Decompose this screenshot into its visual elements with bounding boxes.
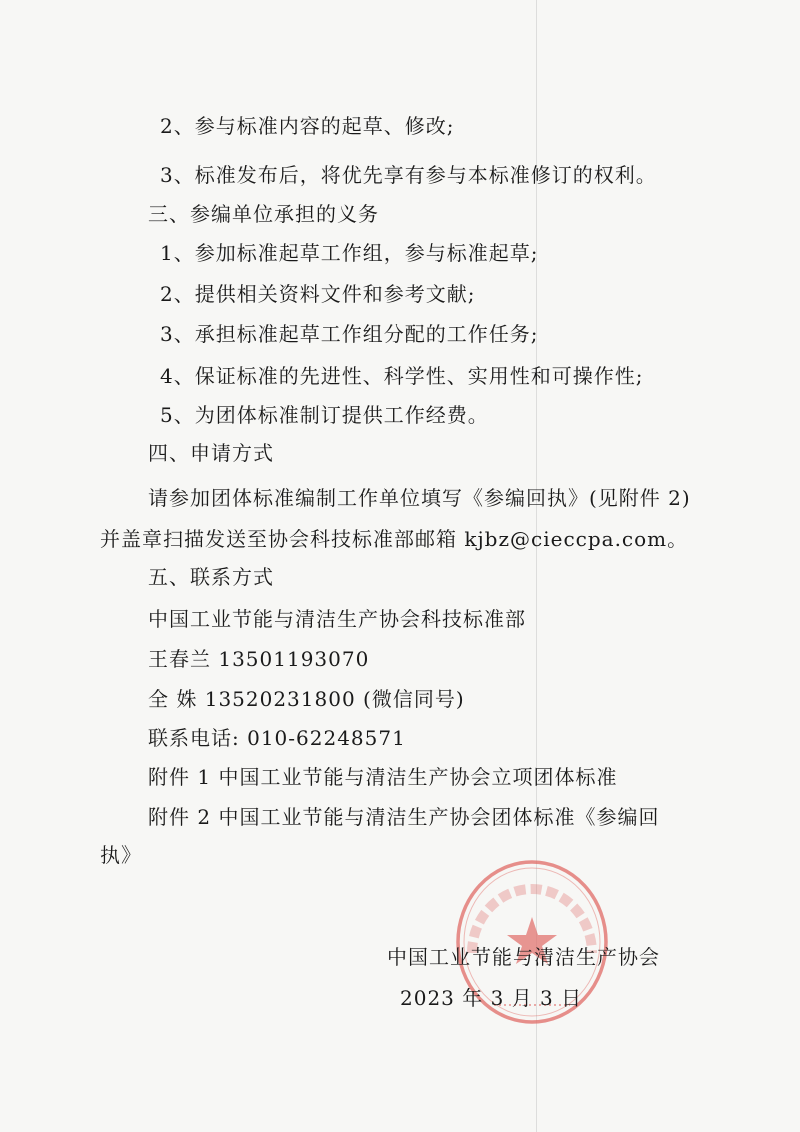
- body-line-1: 2、参与标准内容的起草、修改;: [160, 114, 455, 138]
- body-line-2: 3、标准发布后，将优先享有参与本标准修订的权利。: [160, 163, 657, 187]
- body-line-4: 2、提供相关资料文件和参考文献;: [160, 282, 476, 306]
- attachment-1: 附件 1 中国工业节能与清洁生产协会立项团体标准: [148, 765, 618, 789]
- body-line-5: 3、承担标准起草工作组分配的工作任务;: [160, 322, 539, 346]
- contact-person-2: 全 姝 13520231800 (微信同号): [148, 687, 465, 711]
- section-heading-obligations: 三、参编单位承担的义务: [148, 202, 379, 226]
- contact-person-1: 王春兰 13501193070: [148, 647, 370, 671]
- body-line-9: 并盖章扫描发送至协会科技标准部邮箱 kjbz@cieccpa.com。: [100, 527, 689, 551]
- body-line-8: 请参加团体标准编制工作单位填写《参编回执》(见附件 2): [148, 486, 691, 510]
- body-line-7: 5、为团体标准制订提供工作经费。: [160, 403, 489, 427]
- section-heading-contact: 五、联系方式: [148, 565, 274, 589]
- contact-department: 中国工业节能与清洁生产协会科技标准部: [148, 607, 526, 631]
- section-heading-application: 四、申请方式: [148, 441, 274, 465]
- body-line-6: 4、保证标准的先进性、科学性、实用性和可操作性;: [160, 364, 644, 388]
- attachment-2-continued: 执》: [100, 843, 142, 867]
- contact-phone: 联系电话: 010-62248571: [148, 726, 406, 750]
- signature-date: 2023 年 3 月 3 日: [400, 986, 583, 1010]
- body-line-3: 1、参加标准起草工作组，参与标准起草;: [160, 241, 539, 265]
- attachment-2: 附件 2 中国工业节能与清洁生产协会团体标准《参编回: [148, 805, 660, 829]
- signature-organization: 中国工业节能与清洁生产协会: [387, 945, 660, 969]
